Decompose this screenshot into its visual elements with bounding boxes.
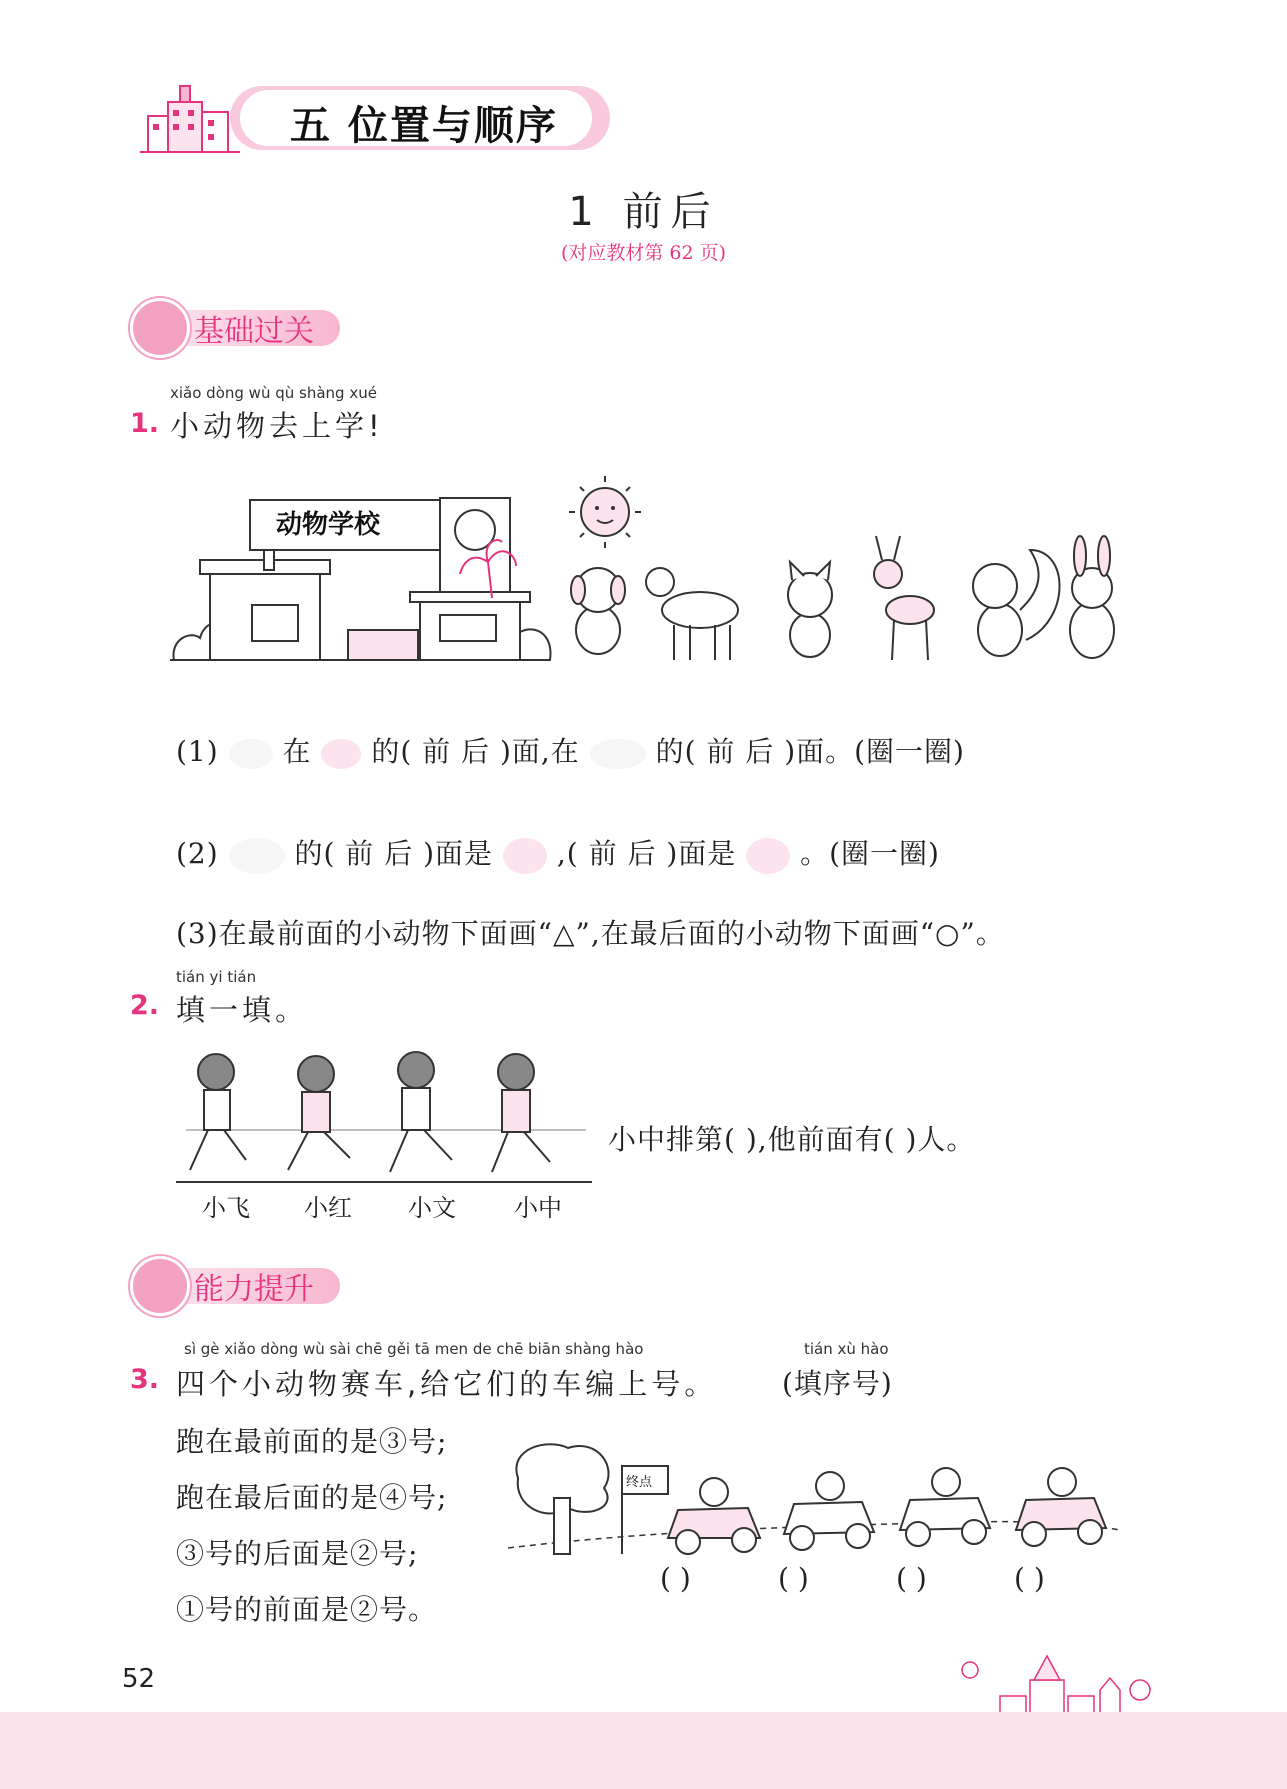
q3-pinyin-2: tián xù hào — [804, 1340, 889, 1358]
q2-number: 2. — [130, 990, 160, 1021]
boy-avatar-icon — [130, 1256, 190, 1316]
deer-small-icon-2 — [746, 838, 790, 874]
q3-clue-2: 跑在最后面的是④号; — [176, 1481, 448, 1514]
deer-small-icon — [321, 739, 361, 769]
race-car-1-icon — [668, 1478, 760, 1554]
q2-fill-sentence[interactable]: 小中排第( ),他前面有( )人。 — [608, 1123, 976, 1156]
child-xiaohong-icon — [288, 1056, 350, 1170]
q3-note: (填序号) — [782, 1367, 893, 1400]
race-car-4-icon — [1016, 1468, 1106, 1546]
q1-text: 小动物去上学! — [170, 409, 384, 443]
child-xiaowen-icon — [390, 1052, 452, 1172]
q3-clue-1: 跑在最前面的是③号; — [176, 1425, 448, 1458]
q1-pinyin: xiǎo dòng wù qù shàng xué — [170, 384, 377, 402]
answer-blank-1[interactable]: ( ) — [660, 1562, 691, 1595]
answer-blank-2[interactable]: ( ) — [778, 1562, 809, 1595]
page-number: 52 — [122, 1664, 156, 1694]
q3-text: 四个小动物赛车,给它们的车编上号。 — [176, 1367, 718, 1401]
q1-part2: (2) 的( 前 后 )面是 ,( 前 后 )面是 。(圈一圈) — [176, 832, 940, 874]
race-car-2-icon — [784, 1472, 874, 1550]
sun-icon — [569, 476, 641, 548]
rabbit-small-icon — [503, 838, 547, 874]
race-car-3-icon — [900, 1468, 990, 1546]
footer-band — [0, 1712, 1287, 1789]
section-basic-title: 基础过关 — [194, 314, 314, 349]
race-illustration — [508, 1438, 1128, 1568]
kitten-small-icon — [229, 739, 273, 769]
q1-part1: (1) 在 的( 前 后 )面,在 的( 前 后 )面。(圈一圈) — [176, 735, 965, 768]
running-children-illustration — [176, 1050, 596, 1190]
child-name-4: 小中 — [514, 1194, 562, 1222]
squirrel-small-icon — [229, 838, 285, 874]
q1-part2-choice-a[interactable]: 的( 前 后 )面是 — [294, 837, 494, 870]
q1-part2-choice-b[interactable]: ,( 前 后 )面是 — [556, 837, 737, 870]
kitten-icon — [788, 562, 832, 657]
rabbit-icon — [1070, 536, 1114, 658]
lesson-reference: (对应教材第 62 页) — [560, 242, 727, 264]
section-advanced-title: 能力提升 — [194, 1272, 314, 1307]
lesson-title: 1 前后 — [568, 189, 719, 235]
deer-icon — [874, 536, 934, 660]
answer-blank-3[interactable]: ( ) — [896, 1562, 927, 1595]
q1-part1-choice-b[interactable]: 的( 前 后 )面。(圈一圈) — [655, 735, 965, 768]
child-xiaofei-icon — [190, 1054, 246, 1170]
child-name-1: 小飞 — [202, 1194, 250, 1222]
q1-part3: (3)在最前面的小动物下面画“△”,在最后面的小动物下面画“○”。 — [176, 917, 1005, 950]
q3-clue-3: ③号的后面是②号; — [176, 1537, 419, 1570]
section-basic-header — [130, 298, 390, 354]
child-name-2: 小红 — [304, 1194, 352, 1222]
finish-label: 终点 — [626, 1475, 653, 1490]
q1-number: 1. — [130, 408, 160, 439]
answer-blank-4[interactable]: ( ) — [1014, 1562, 1045, 1595]
q1-part1-choice-a[interactable]: 的( 前 后 )面,在 — [371, 735, 580, 768]
chapter-banner — [140, 82, 620, 160]
squirrel-icon — [973, 550, 1060, 656]
chapter-title: 五 位置与顺序 — [290, 103, 558, 149]
q2-pinyin: tián yi tián — [176, 968, 257, 986]
girl-avatar-icon — [130, 298, 190, 358]
goat-icon — [646, 568, 738, 660]
section-advanced-header — [130, 1256, 390, 1312]
child-xiaozhong-icon — [492, 1054, 550, 1172]
q3-number: 3. — [130, 1364, 160, 1395]
tree-icon — [516, 1444, 608, 1554]
goat-small-icon — [590, 739, 646, 769]
q2-text: 填一填。 — [176, 993, 309, 1027]
q3-clue-4: ①号的前面是②号。 — [176, 1593, 438, 1626]
puppy-icon — [571, 568, 625, 654]
school-scene — [170, 470, 1130, 670]
child-name-3: 小文 — [408, 1194, 456, 1222]
footer-castle-decoration — [940, 1650, 1170, 1716]
q3-pinyin: sì gè xiǎo dòng wù sài chē gěi tā men de chē biān shàng hào — [184, 1340, 644, 1358]
school-sign: 动物学校 — [276, 510, 381, 540]
